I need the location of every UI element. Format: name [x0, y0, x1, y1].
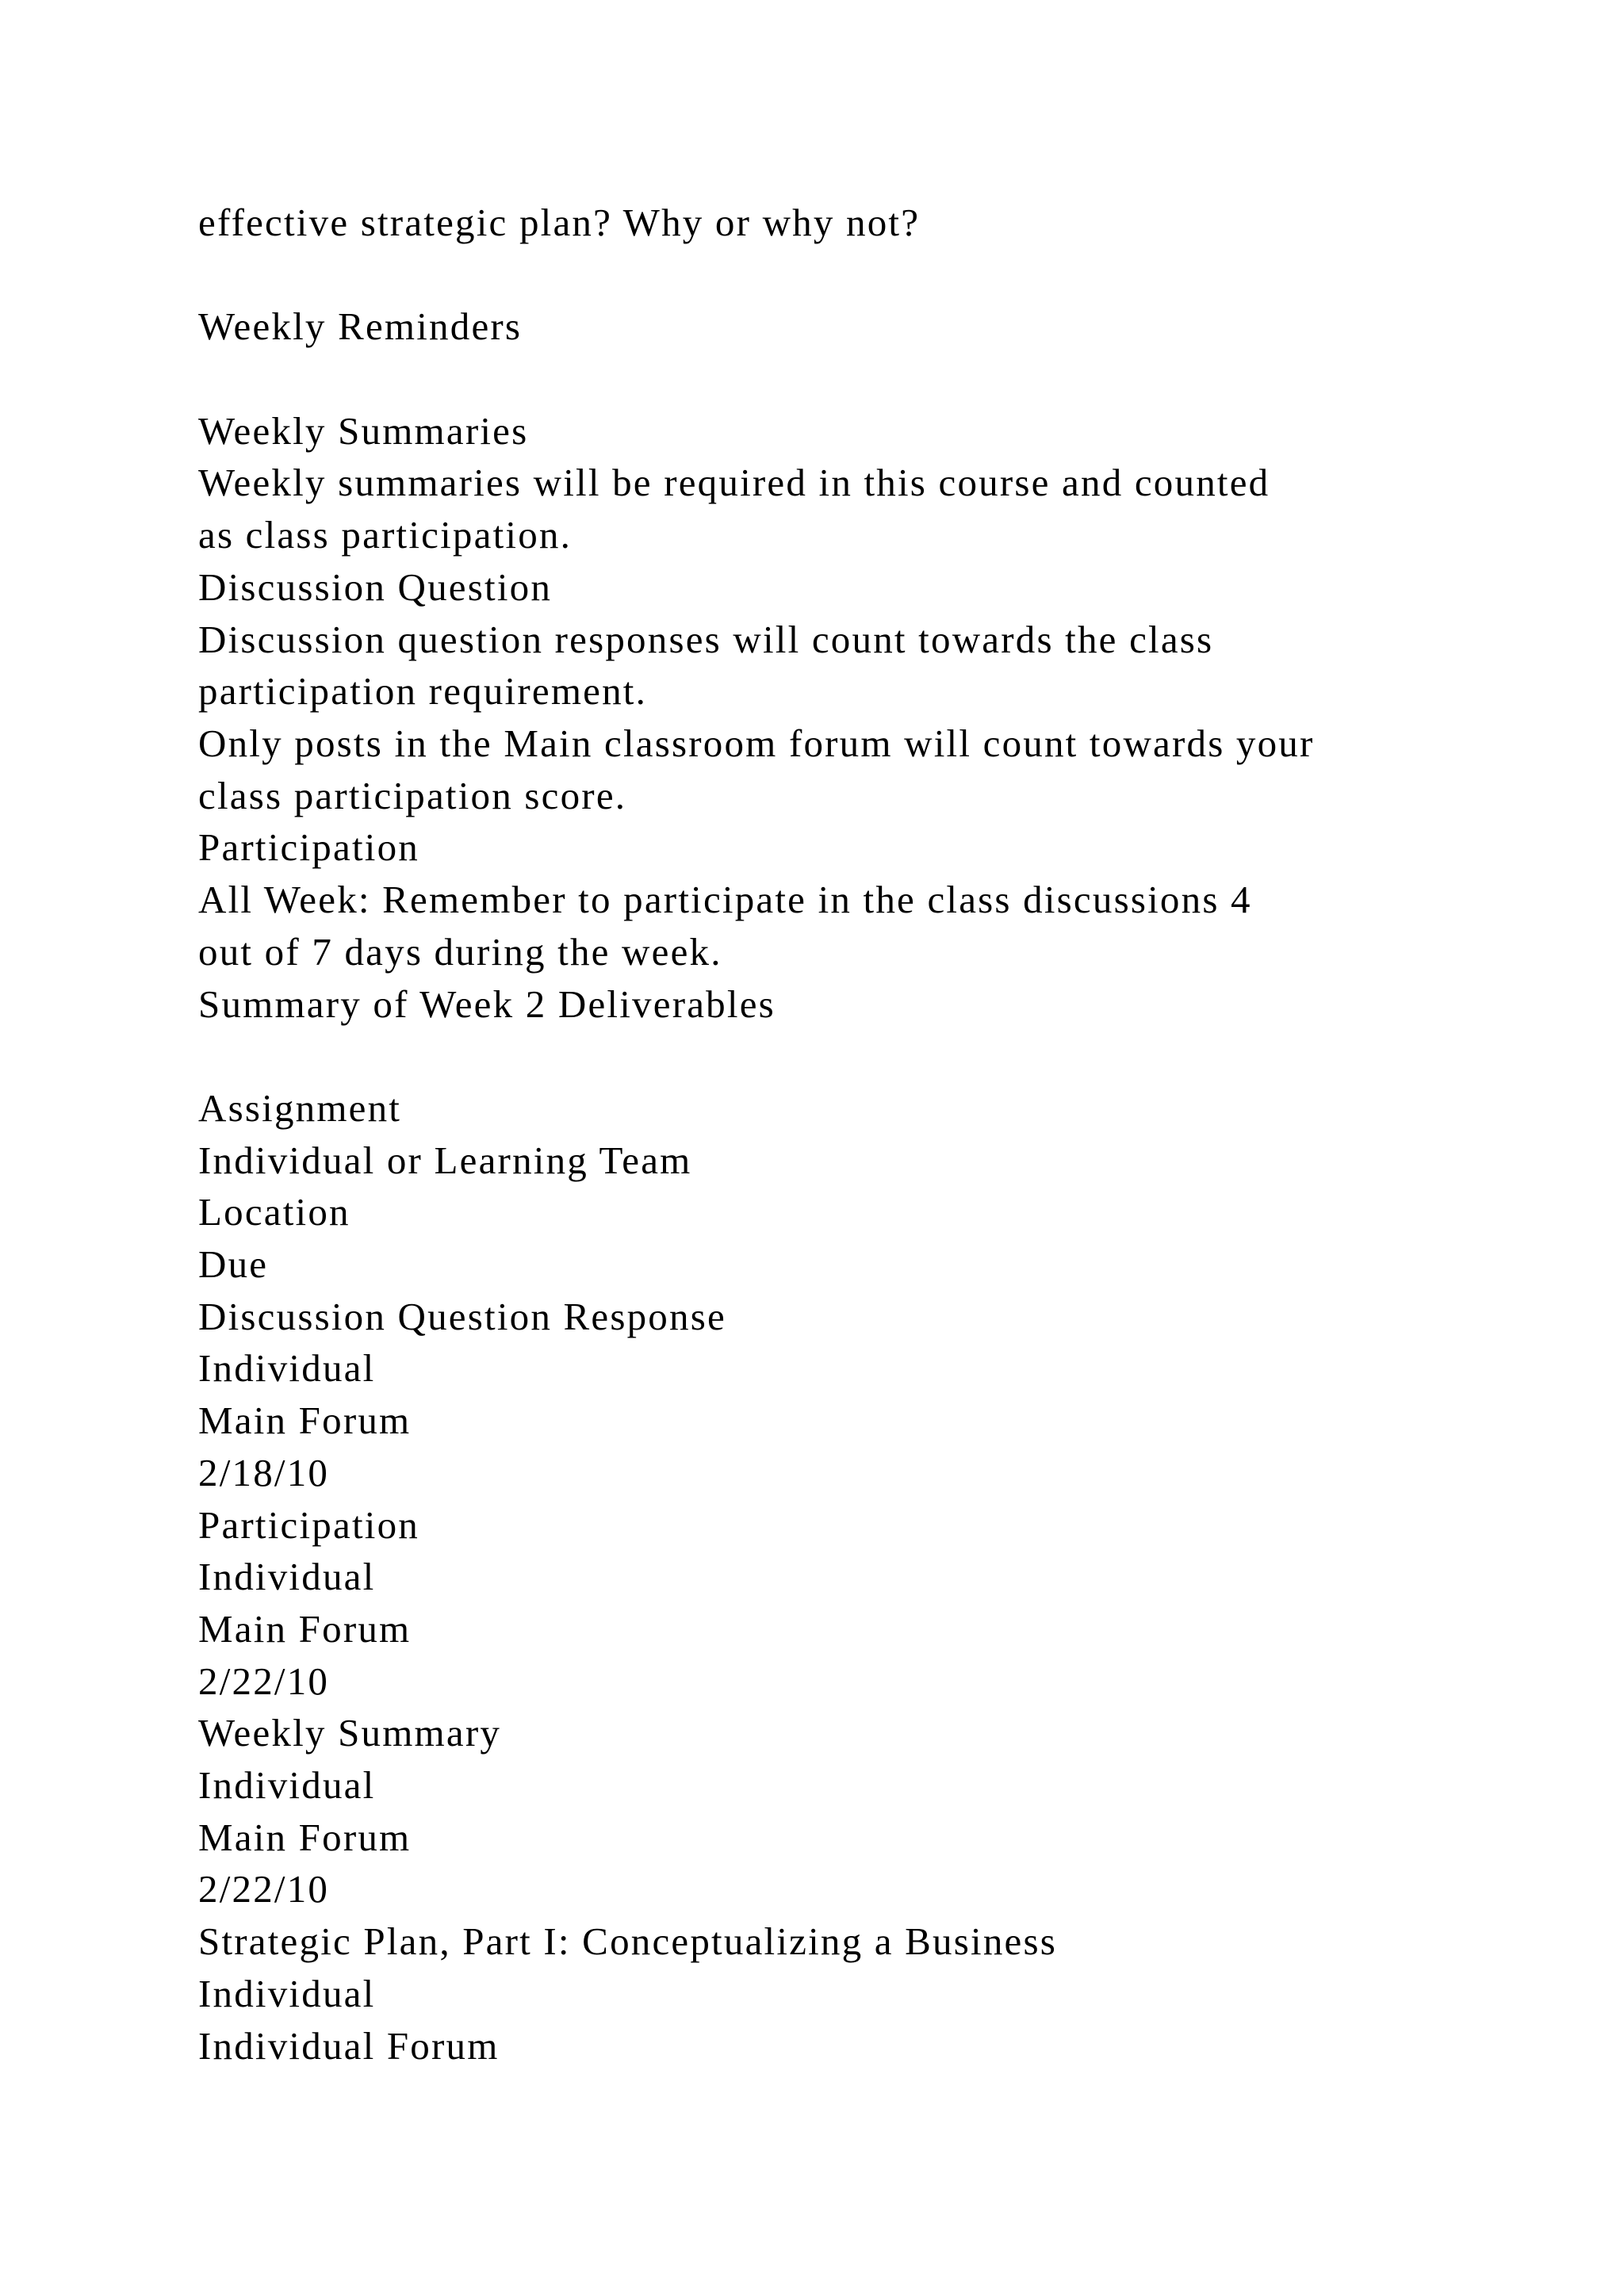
spacer	[198, 353, 1499, 405]
row-cell-location: Main Forum	[198, 1606, 412, 1651]
row-cell-team: Individual	[198, 1346, 376, 1391]
weekly-summaries-text: as class participation.	[198, 513, 573, 557]
spacer	[198, 1030, 1499, 1082]
row-cell-assignment: Weekly Summary	[198, 1711, 502, 1755]
row-cell-assignment: Strategic Plan, Part I: Conceptualizing a Business	[198, 1919, 1058, 1964]
column-header-assignment: Assignment	[198, 1085, 402, 1130]
weekly-summaries-heading: Weekly Summaries	[198, 408, 529, 453]
document-body	[198, 197, 1499, 2072]
spacer	[198, 249, 1499, 301]
participation-text: All Week: Remember to participate in the class discussions 4	[198, 878, 1252, 922]
row-cell-assignment: Discussion Question Response	[198, 1294, 726, 1338]
row-cell-due: 2/22/10	[198, 1867, 330, 1911]
column-header-location: Location	[198, 1190, 350, 1234]
participation-text: out of 7 days during the week.	[198, 929, 722, 974]
participation-heading: Participation	[198, 825, 419, 870]
discussion-question-text: Discussion question responses will count towards the class	[198, 617, 1214, 661]
row-cell-location: Individual Forum	[198, 2023, 500, 2068]
row-cell-due: 2/22/10	[198, 1659, 330, 1703]
column-header-due: Due	[198, 1242, 269, 1287]
row-cell-location: Main Forum	[198, 1815, 412, 1859]
main-forum-note: Only posts in the Main classroom forum will count towards your	[198, 721, 1315, 765]
weekly-summaries-text: Weekly summaries will be required in this course and counted	[198, 461, 1270, 505]
discussion-question-heading: Discussion Question	[198, 564, 553, 609]
weekly-reminders-heading: Weekly Reminders	[198, 304, 523, 349]
row-cell-assignment: Participation	[198, 1502, 419, 1547]
row-cell-team: Individual	[198, 1763, 376, 1808]
row-cell-team: Individual	[198, 1971, 376, 2015]
deliverables-heading: Summary of Week 2 Deliverables	[198, 982, 776, 1026]
row-cell-due: 2/18/10	[198, 1450, 330, 1494]
discussion-question-text: participation requirement.	[198, 669, 648, 714]
column-header-team: Individual or Learning Team	[198, 1138, 692, 1182]
intro-line: effective strategic plan? Why or why not?	[198, 201, 921, 244]
row-cell-location: Main Forum	[198, 1399, 412, 1443]
row-cell-team: Individual	[198, 1555, 376, 1599]
main-forum-note: class participation score.	[198, 773, 627, 817]
